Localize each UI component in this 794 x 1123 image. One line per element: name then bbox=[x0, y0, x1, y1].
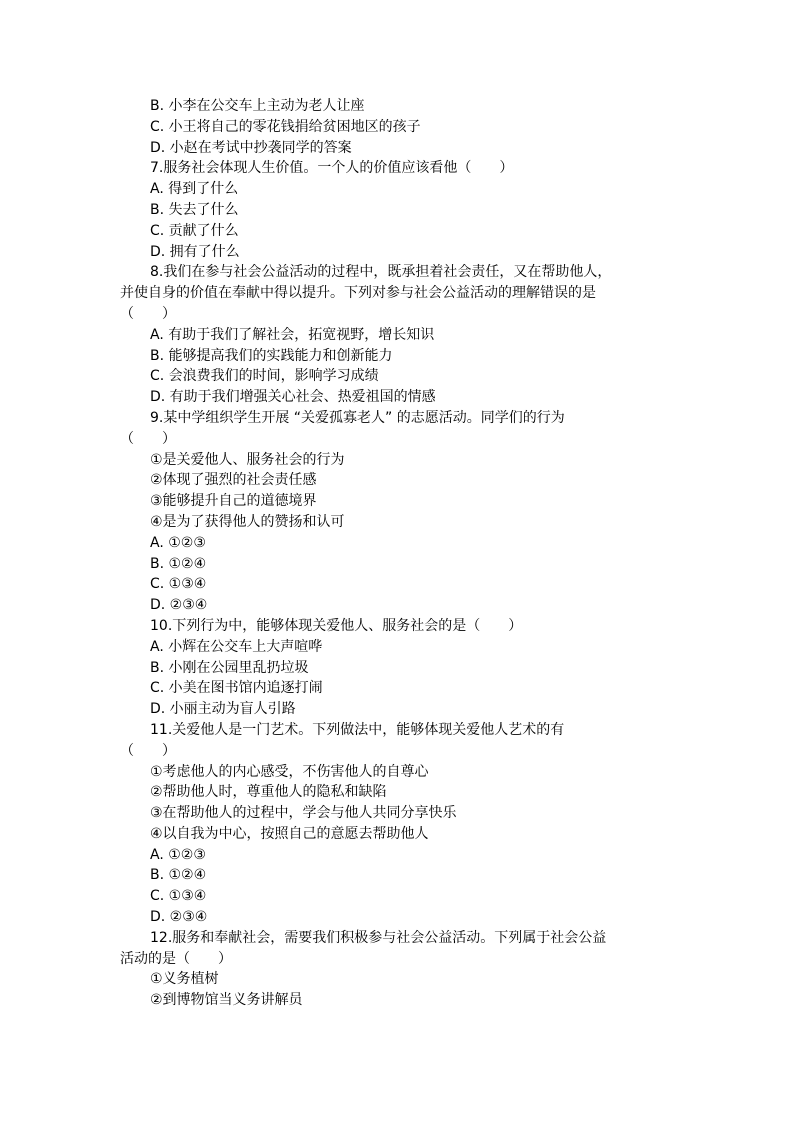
text-line: C. ①③④ bbox=[150, 888, 207, 905]
text-line: A. ①②③ bbox=[150, 846, 206, 863]
text-line: B. 小刚在公园里乱扔垃圾 bbox=[150, 659, 309, 676]
text-line: D. 拥有了什么 bbox=[150, 243, 240, 260]
text-line: 11.关爱他人是一门艺术。下列做法中，能够体现关爱他人艺术的有 bbox=[150, 721, 565, 738]
text-line: 并使自身的价值在奉献中得以提升。下列对参与社会公益活动的理解错误的是 bbox=[120, 285, 596, 302]
text-line: 10.下列行为中，能够体现关爱他人、服务社会的是（ ） bbox=[150, 617, 523, 634]
text-line: ①考虑他人的内心感受，不伤害他人的自尊心 bbox=[150, 763, 429, 780]
text-line: D. 有助于我们增强关心社会、热爱祖国的情感 bbox=[150, 389, 436, 406]
text-line: D. 小丽主动为盲人引路 bbox=[150, 701, 296, 718]
text-line: C. 贡献了什么 bbox=[150, 222, 239, 239]
text-line: C. 小王将自己的零花钱捐给贫困地区的孩子 bbox=[150, 118, 421, 135]
text-line: D. ②③④ bbox=[150, 909, 208, 926]
text-line: ①义务植树 bbox=[150, 971, 219, 988]
text-line: C. 小美在图书馆内追逐打闹 bbox=[150, 680, 323, 697]
text-line: 12.服务和奉献社会，需要我们积极参与社会公益活动。下列属于社会公益 bbox=[150, 929, 607, 946]
text-line: D. 小赵在考试中抄袭同学的答案 bbox=[150, 139, 352, 156]
text-line: ②体现了强烈的社会责任感 bbox=[150, 472, 317, 489]
text-line: ②到博物馆当义务讲解员 bbox=[150, 992, 303, 1009]
text-line: D. ②③④ bbox=[150, 597, 208, 614]
text-line: ②帮助他人时，尊重他人的隐私和缺陷 bbox=[150, 784, 387, 801]
text-line: ③能够提升自己的道德境界 bbox=[150, 493, 317, 510]
text-line: B. ①②④ bbox=[150, 867, 207, 884]
text-line: A. ①②③ bbox=[150, 534, 206, 551]
text-line: 活动的是（ ） bbox=[120, 950, 232, 967]
text-line: C. ①③④ bbox=[150, 576, 207, 593]
text-line: A. 得到了什么 bbox=[150, 181, 239, 198]
text-line: B. 失去了什么 bbox=[150, 201, 239, 218]
text-line: （ ） bbox=[120, 430, 176, 447]
text-line: C. 会浪费我们的时间，影响学习成绩 bbox=[150, 368, 379, 385]
text-line: ①是关爱他人、服务社会的行为 bbox=[150, 451, 345, 468]
question-content bbox=[120, 96, 680, 1011]
text-line: ④以自我为中心，按照自己的意愿去帮助他人 bbox=[150, 825, 429, 842]
text-line: （ ） bbox=[120, 305, 176, 322]
text-line: （ ） bbox=[120, 742, 176, 759]
text-line: B. 能够提高我们的实践能力和创新能力 bbox=[150, 347, 393, 364]
text-line: ④是为了获得他人的赞扬和认可 bbox=[150, 513, 345, 530]
text-line: ③在帮助他人的过程中，学会与他人共同分享快乐 bbox=[150, 805, 457, 822]
text-line: A. 有助于我们了解社会，拓宽视野，增长知识 bbox=[150, 326, 435, 343]
text-line: 8.我们在参与社会公益活动的过程中，既承担着社会责任，又在帮助他人， bbox=[150, 264, 612, 281]
text-line: B. ①②④ bbox=[150, 555, 207, 572]
text-line: 7.服务社会体现人生价值。一个人的价值应该看他（ ） bbox=[150, 160, 514, 177]
text-line: 9.某中学组织学生开展 “关爱孤寡老人” 的志愿活动。同学们的行为 bbox=[150, 409, 565, 426]
text-line: A. 小辉在公交车上大声喧哗 bbox=[150, 638, 323, 655]
text-line: B. 小李在公交车上主动为老人让座 bbox=[150, 98, 365, 114]
